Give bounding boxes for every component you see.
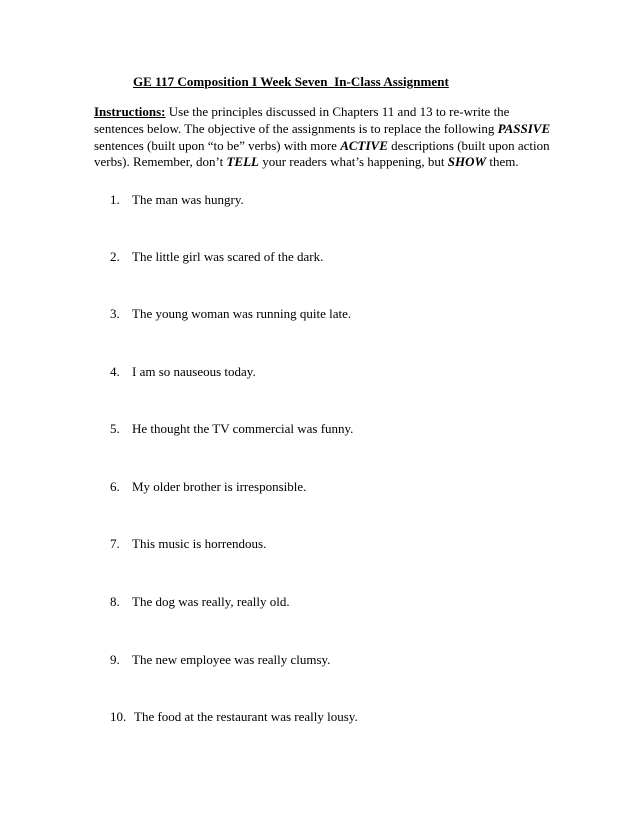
- item-text: The food at the restaurant was really lousy.: [134, 709, 358, 724]
- item-text: This music is horrendous.: [132, 536, 267, 551]
- item-number: 1.: [110, 192, 120, 207]
- instructions-text: sentences (built upon “to be” verbs) with more: [94, 137, 341, 153]
- item-number: 5.: [110, 421, 120, 436]
- item-text: My older brother is irresponsible.: [132, 479, 307, 494]
- list-item: [110, 249, 323, 265]
- item-number: 7.: [110, 536, 120, 551]
- list-item: [110, 652, 330, 668]
- item-number: 6.: [110, 479, 120, 494]
- instructions-text: them.: [486, 154, 519, 170]
- instructions-text: descriptions (built upon action: [387, 137, 550, 153]
- item-number: 9.: [110, 652, 120, 667]
- list-item: [110, 364, 256, 380]
- item-number: 4.: [110, 364, 120, 379]
- item-number: 10.: [110, 709, 127, 724]
- list-item: [110, 421, 353, 437]
- list-item: [110, 192, 244, 208]
- list-item: [110, 709, 358, 725]
- list-item: [110, 594, 290, 610]
- emphasis-show: SHOW: [447, 154, 487, 170]
- item-text: The little girl was scared of the dark.: [132, 249, 324, 264]
- list-item: [110, 479, 306, 495]
- item-text: The dog was really, really old.: [132, 594, 290, 609]
- item-text: I am so nauseous today.: [132, 364, 256, 379]
- emphasis-passive: PASSIVE: [497, 120, 551, 136]
- item-number: 8.: [110, 594, 120, 609]
- item-text: He thought the TV commercial was funny.: [132, 421, 354, 436]
- item-number: 3.: [110, 306, 120, 321]
- item-text: The young woman was running quite late.: [132, 306, 352, 321]
- item-number: 2.: [110, 249, 120, 264]
- instructions-text: sentences below. The objective of the assignments is to replace the following: [94, 120, 498, 136]
- item-text: The new employee was really clumsy.: [132, 652, 331, 667]
- list-item: [110, 536, 266, 552]
- instructions-text: Use the principles discussed in Chapters 11 and 13 to re-write the: [165, 104, 510, 119]
- list-item: [110, 306, 351, 322]
- item-text: The man was hungry.: [132, 192, 244, 207]
- emphasis-active: ACTIVE: [340, 137, 388, 153]
- instructions-text: verbs). Remember, don’t: [94, 154, 227, 170]
- page-title: GE 117 Composition I Week Seven In-Class Assignment: [133, 74, 449, 89]
- instructions-label: Instructions:: [94, 104, 166, 119]
- emphasis-tell: TELL: [226, 154, 259, 170]
- instructions-text: your readers what’s happening, but: [258, 154, 448, 170]
